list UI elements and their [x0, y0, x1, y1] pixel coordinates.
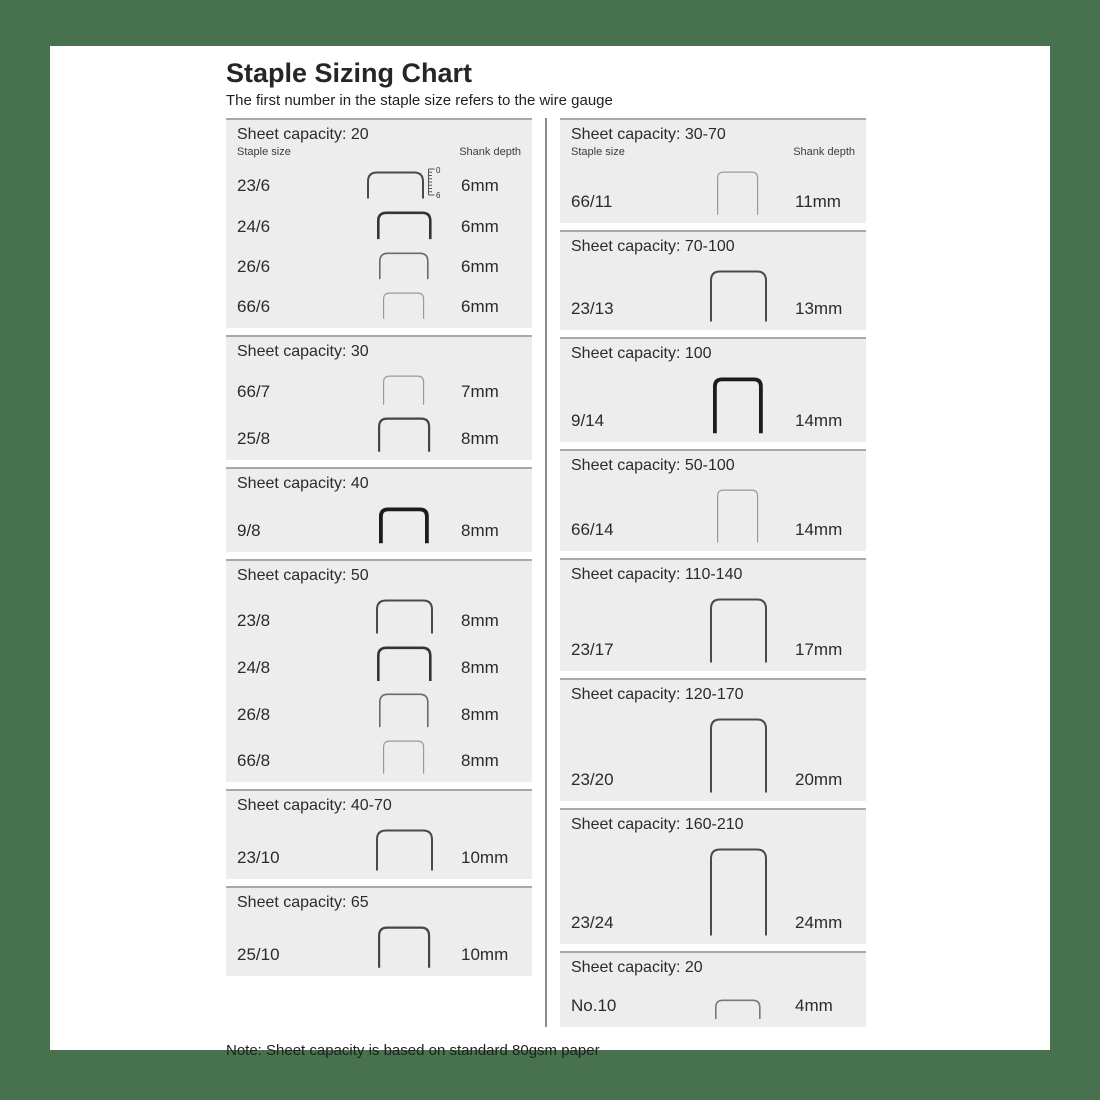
staple-icon	[712, 377, 764, 434]
shank-depth-label: 6mm	[461, 256, 499, 276]
shank-depth-header: Shank depth	[793, 146, 855, 159]
group-capacity-label: Sheet capacity: 50-100	[571, 457, 735, 475]
group-capacity-label: Sheet capacity: 30-70	[571, 126, 726, 144]
staple-icon	[376, 646, 433, 682]
group-capacity-label: Sheet capacity: 40	[237, 475, 369, 493]
staple-row	[237, 587, 521, 634]
content-card	[50, 46, 1050, 1060]
note-text: Note: Sheet capacity is based on standard 80gsm paper	[226, 1042, 600, 1060]
shank-depth-label: 10mm	[461, 945, 509, 965]
capacity-group	[560, 118, 866, 223]
column-subheaders	[571, 146, 855, 159]
staple-icon	[382, 292, 425, 319]
staple-icon-slot	[355, 375, 453, 405]
shank-depth-label: 6mm	[461, 176, 499, 196]
shank-depth-label: 13mm	[795, 299, 843, 319]
shank-depth-label: 17mm	[795, 640, 843, 660]
group-capacity-label: Sheet capacity: 65	[237, 894, 369, 912]
capacity-group	[226, 467, 532, 552]
staple-row	[237, 240, 521, 280]
staple-icon	[378, 693, 430, 728]
shank-depth-label: 24mm	[795, 913, 843, 933]
staple-icon	[714, 999, 762, 1020]
staple-row	[571, 586, 855, 663]
group-capacity-label: Sheet capacity: 50	[237, 566, 369, 584]
staple-row	[237, 728, 521, 774]
staple-icon-slot	[689, 270, 787, 322]
staple-icon	[709, 848, 768, 936]
shank-depth-label: 8mm	[461, 705, 499, 724]
staple-icon	[375, 599, 434, 634]
staple-size-label: 66/11	[571, 192, 613, 212]
shank-depth-label: 8mm	[461, 610, 499, 630]
staple-row	[571, 365, 855, 434]
staple-icon-slot	[689, 848, 787, 936]
staple-size-header: Staple size	[571, 146, 625, 159]
group-capacity-label: Sheet capacity: 20	[237, 126, 369, 144]
staple-row	[237, 495, 521, 544]
sizing-table	[226, 118, 874, 1027]
right-column	[560, 118, 866, 1027]
staple-icon	[716, 171, 759, 215]
staple-icon-slot	[689, 598, 787, 663]
staple-size-label: 66/7	[237, 381, 271, 401]
capacity-group	[560, 337, 866, 442]
content-area	[226, 58, 874, 1059]
staple-icon-slot	[355, 211, 453, 240]
staple-icon-slot	[355, 740, 453, 774]
shank-depth-header: Shank depth	[459, 146, 521, 159]
staple-icon	[376, 211, 433, 240]
staple-row	[571, 706, 855, 793]
column-subheaders	[237, 146, 521, 159]
staple-icon-slot	[355, 165, 453, 199]
staple-icon-slot	[689, 171, 787, 215]
group-capacity-label: Sheet capacity: 110-140	[571, 566, 743, 584]
staple-row	[237, 199, 521, 240]
shank-depth-label: 8mm	[461, 751, 499, 771]
staple-size-label: 26/8	[237, 705, 271, 724]
capacity-group	[226, 886, 532, 976]
staple-row	[571, 159, 855, 215]
staple-icon-slot	[355, 417, 453, 452]
shank-depth-label: 8mm	[461, 429, 499, 449]
shank-depth-label: 11mm	[795, 192, 841, 212]
capacity-group	[226, 789, 532, 879]
staple-size-label: 23/13	[571, 299, 614, 319]
capacity-group	[560, 558, 866, 671]
staple-icon	[378, 507, 430, 544]
shank-depth-label: 7mm	[461, 381, 499, 401]
staple-icon-slot	[689, 489, 787, 543]
staple-row	[571, 477, 855, 543]
staple-row	[571, 258, 855, 322]
staple-size-label: 23/24	[571, 913, 614, 933]
staple-icon	[382, 375, 425, 405]
staple-size-label: 66/8	[237, 751, 271, 771]
staple-row	[571, 979, 855, 1019]
capacity-group	[226, 335, 532, 460]
staple-icon	[709, 270, 768, 322]
staple-size-label: 26/6	[237, 256, 271, 276]
left-column	[226, 118, 532, 1027]
capacity-group	[226, 118, 532, 328]
capacity-group	[226, 559, 532, 782]
shank-depth-label: 4mm	[795, 996, 833, 1016]
staple-size-label: 24/8	[237, 658, 271, 678]
shank-depth-label: 14mm	[795, 411, 843, 431]
staple-icon-slot	[355, 507, 453, 544]
staple-icon	[378, 252, 430, 280]
svg-text:6: 6	[435, 191, 440, 200]
staple-icon	[366, 171, 425, 199]
staple-size-label: 24/6	[237, 216, 271, 236]
staple-icon-slot	[689, 718, 787, 793]
staple-row	[237, 363, 521, 405]
staple-row	[237, 280, 521, 320]
shank-depth-label: 6mm	[461, 216, 499, 236]
staple-icon	[709, 598, 768, 663]
shank-depth-label: 8mm	[461, 520, 499, 540]
capacity-group	[560, 951, 866, 1027]
shank-depth-label: 10mm	[461, 848, 509, 868]
staple-icon-slot	[355, 292, 453, 319]
staple-size-label: 25/10	[237, 945, 280, 965]
staple-row	[237, 914, 521, 968]
page-title: Staple Sizing Chart	[226, 58, 473, 88]
staple-row	[237, 634, 521, 682]
staple-size-label: 23/10	[237, 848, 280, 868]
column-divider	[545, 118, 547, 1027]
capacity-group	[560, 449, 866, 551]
staple-size-label: 9/14	[571, 411, 605, 431]
group-capacity-label: Sheet capacity: 100	[571, 345, 712, 363]
staple-row	[237, 159, 521, 199]
staple-size-label: 9/8	[237, 520, 261, 540]
capacity-group	[560, 678, 866, 801]
shank-depth-label: 14mm	[795, 520, 843, 540]
staple-icon-slot	[355, 829, 453, 871]
staple-size-label: 25/8	[237, 429, 271, 449]
group-capacity-label: Sheet capacity: 70-100	[571, 238, 735, 256]
staple-icon	[382, 740, 425, 774]
staple-row	[571, 836, 855, 936]
shank-depth-label: 6mm	[461, 296, 499, 316]
group-capacity-label: Sheet capacity: 120-170	[571, 686, 744, 704]
staple-size-label: No.10	[571, 996, 617, 1016]
staple-size-label: 23/17	[571, 640, 614, 660]
staple-row	[237, 681, 521, 728]
capacity-group	[560, 808, 866, 944]
staple-icon	[709, 718, 768, 793]
capacity-group	[560, 230, 866, 330]
staple-row	[237, 405, 521, 452]
staple-icon-slot	[355, 693, 453, 728]
staple-size-header: Staple size	[237, 146, 291, 159]
staple-icon-slot	[355, 646, 453, 682]
staple-size-label: 23/20	[571, 770, 614, 790]
page-subtitle: The first number in the staple size refers to the wire gauge	[226, 92, 613, 110]
staple-row	[237, 817, 521, 871]
staple-icon	[716, 489, 759, 543]
staple-icon	[377, 417, 431, 452]
staple-size-label: 66/14	[571, 520, 614, 540]
staple-icon-slot	[689, 999, 787, 1020]
staple-size-label: 23/6	[237, 176, 271, 196]
staple-icon-slot	[355, 926, 453, 968]
group-capacity-label: Sheet capacity: 30	[237, 342, 369, 360]
staple-icon-slot	[355, 252, 453, 280]
group-capacity-label: Sheet capacity: 20	[571, 959, 703, 977]
staple-icon-slot	[355, 599, 453, 634]
staple-icon	[375, 829, 434, 871]
staple-icon	[377, 926, 431, 968]
depth-ruler-icon	[425, 165, 443, 199]
group-capacity-label: Sheet capacity: 40-70	[237, 797, 392, 815]
staple-size-label: 23/8	[237, 610, 271, 630]
shank-depth-label: 20mm	[795, 770, 843, 790]
staple-size-label: 66/6	[237, 296, 271, 316]
group-capacity-label: Sheet capacity: 160-210	[571, 816, 744, 834]
shank-depth-label: 8mm	[461, 658, 499, 678]
svg-text:0: 0	[435, 166, 440, 176]
staple-icon-slot	[689, 377, 787, 434]
